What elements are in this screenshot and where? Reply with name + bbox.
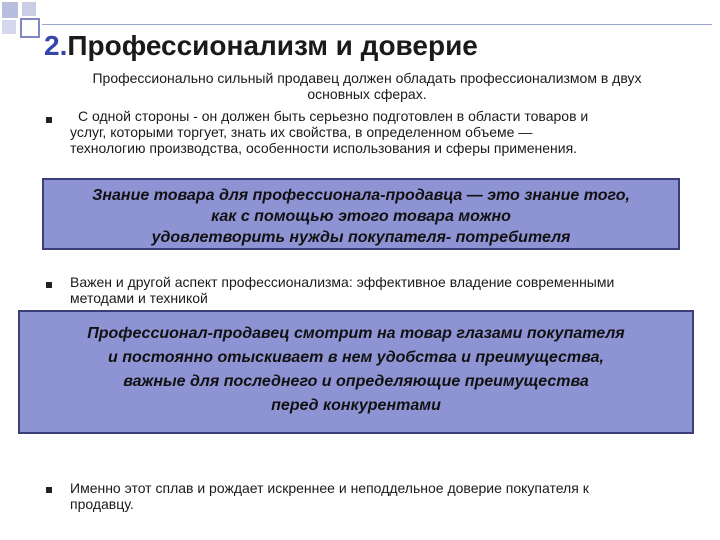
callout-line: перед конкурентами xyxy=(271,397,441,414)
title-text: Профессионализм и доверие xyxy=(67,30,478,61)
paragraph-line: С одной стороны - он должен быть серьезно подготовлен в области товаров и xyxy=(78,108,589,124)
decor-rule xyxy=(42,24,712,25)
bullet-paragraph-1 xyxy=(70,108,690,156)
callout-line: Знание товара для профессионала-продавца — это знание того, xyxy=(92,187,630,204)
callout-line: важные для последнего и определяющие преимущества xyxy=(123,373,589,390)
callout-line: удовлетворить нужды покупателя- потребителя xyxy=(151,229,571,246)
bullet-marker xyxy=(46,117,52,123)
bullet-paragraph-2 xyxy=(70,274,690,306)
intro-line: Профессионально сильный продавец должен обладать профессионализмом в двух xyxy=(92,70,642,86)
decor-square xyxy=(2,20,16,34)
paragraph-line: методами и техникой xyxy=(70,290,208,306)
bullet-marker xyxy=(46,487,52,493)
paragraph-line: Именно этот сплав и рождает искреннее и неподдельное доверие покупателя к xyxy=(70,480,589,496)
callout-box-1 xyxy=(42,178,680,250)
intro-text xyxy=(52,70,682,102)
paragraph-line: технологию производства, особенности использования и сферы применения. xyxy=(70,140,578,156)
bullet-paragraph-3 xyxy=(70,480,690,512)
paragraph-line: продавцу. xyxy=(70,496,134,512)
bullet-marker xyxy=(46,282,52,288)
decor-square xyxy=(20,18,40,38)
callout-line: Профессионал-продавец смотрит на товар глазами покупателя xyxy=(87,325,625,342)
title-number: 2. xyxy=(44,30,68,61)
paragraph-line: услуг, которыми торгует, знать их свойства, в определенном объеме — xyxy=(70,124,533,140)
decor-square xyxy=(22,2,36,16)
callout-line: и постоянно отыскивает в нем удобства и преимущества, xyxy=(108,349,604,366)
callout-box-2 xyxy=(18,310,694,434)
paragraph-line: Важен и другой аспект профессионализма: эффективное владение современными xyxy=(70,274,615,290)
callout-line: как с помощью этого товара можно xyxy=(211,208,511,225)
slide-title xyxy=(44,30,478,62)
decor-square xyxy=(2,2,18,18)
intro-line: основных сферах. xyxy=(307,86,427,102)
